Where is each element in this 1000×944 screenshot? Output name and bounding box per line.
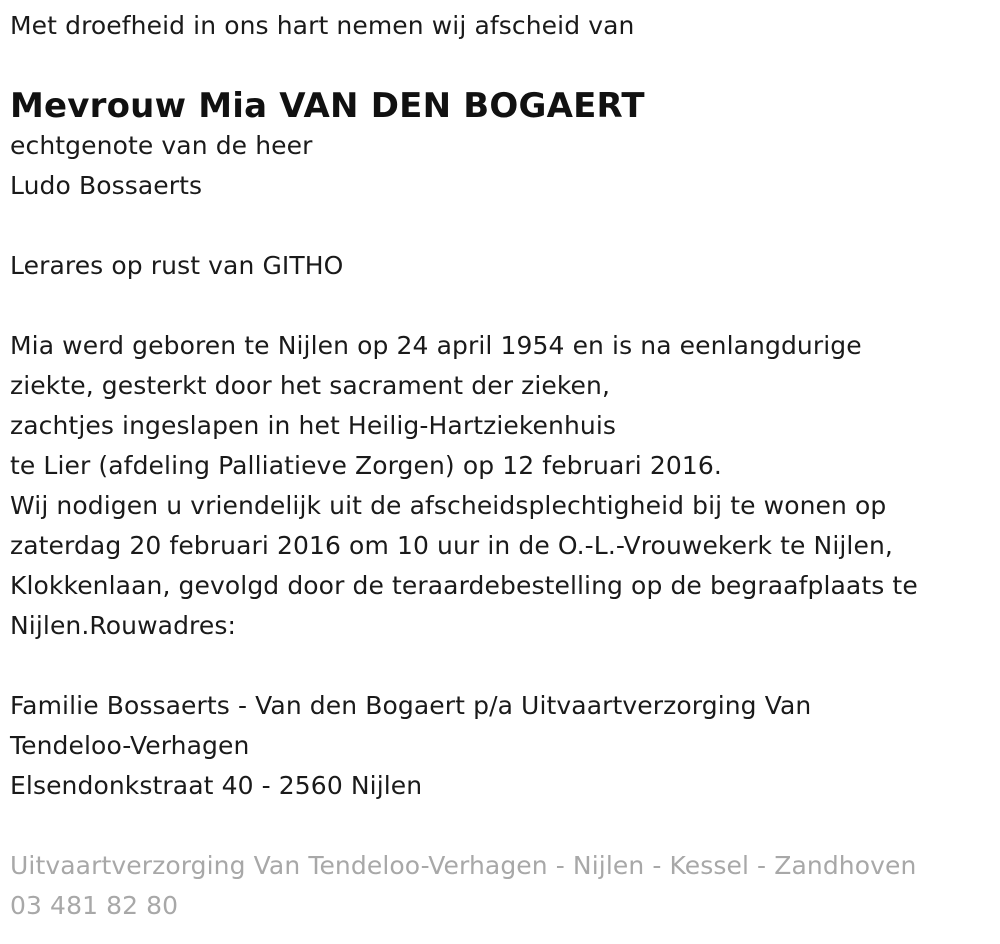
spacer bbox=[10, 286, 985, 326]
address-line: Familie Bossaerts - Van den Bogaert p/a Uitvaartverzorging Van bbox=[10, 691, 812, 720]
announcement-line: te Lier (afdeling Palliatieve Zorgen) op 12 februari 2016. bbox=[10, 451, 722, 480]
announcement-line: Nijlen.Rouwadres: bbox=[10, 611, 236, 640]
mourning-address bbox=[10, 686, 985, 806]
announcement-line: Wij nodigen u vriendelijk uit de afscheidsplechtigheid bij te wonen op bbox=[10, 491, 887, 520]
deceased-name: Mevrouw Mia VAN DEN BOGAERT bbox=[10, 86, 645, 126]
profession-text: Lerares op rust van GITHO bbox=[10, 251, 344, 280]
intro-text: Met droefheid in ons hart nemen wij afscheid van bbox=[10, 11, 635, 40]
spouse-line-1: echtgenote van de heer bbox=[10, 131, 313, 160]
spacer bbox=[10, 206, 985, 246]
announcement-line: Mia werd geboren te Nijlen op 24 april 1954 en is na eenlangdurige bbox=[10, 331, 862, 360]
funeral-home-name: Uitvaartverzorging Van Tendeloo-Verhagen - Nijlen - Kessel - Zandhoven bbox=[10, 851, 917, 880]
address-line: Tendeloo-Verhagen bbox=[10, 731, 250, 760]
funeral-home-footer bbox=[10, 846, 985, 926]
spouse-line-2: Ludo Bossaerts bbox=[10, 171, 203, 200]
obituary-notice bbox=[10, 6, 985, 926]
spacer bbox=[10, 806, 985, 846]
announcement-line: zachtjes ingeslapen in het Heilig-Hartziekenhuis bbox=[10, 411, 617, 440]
announcement-line: zaterdag 20 februari 2016 om 10 uur in de O.-L.-Vrouwekerk te Nijlen, bbox=[10, 531, 893, 560]
announcement-line: ziekte, gesterkt door het sacrament der zieken, bbox=[10, 371, 611, 400]
address-line: Elsendonkstraat 40 - 2560 Nijlen bbox=[10, 771, 423, 800]
spacer bbox=[10, 646, 985, 686]
announcement-paragraph bbox=[10, 326, 985, 646]
announcement-line: Klokkenlaan, gevolgd door de teraardebestelling op de begraafplaats te bbox=[10, 571, 918, 600]
funeral-home-phone: 03 481 82 80 bbox=[10, 891, 179, 920]
